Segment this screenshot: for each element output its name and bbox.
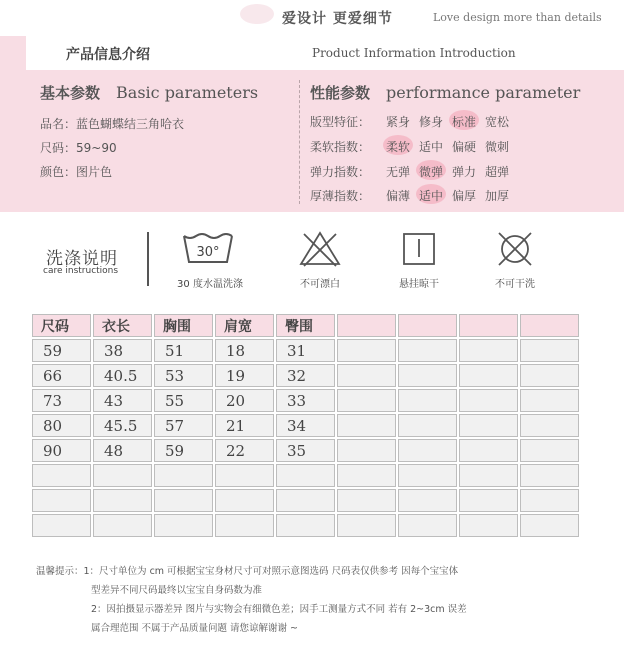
table-cell: 31 bbox=[276, 339, 335, 362]
size-table-empty-cell bbox=[520, 464, 579, 487]
size-table-empty-cell bbox=[32, 464, 91, 487]
size-table bbox=[30, 312, 581, 539]
section-title-zh: 产品信息介绍 bbox=[66, 47, 150, 63]
size-table-empty-cell bbox=[459, 314, 518, 337]
table-row-empty bbox=[32, 464, 579, 487]
size-table-empty-cell bbox=[337, 489, 396, 512]
perf-option-selected: 标准 bbox=[452, 115, 477, 129]
basic-params-heading bbox=[40, 82, 258, 103]
size-table-empty-cell bbox=[276, 489, 335, 512]
size-table-empty-cell bbox=[398, 464, 457, 487]
size-table-empty-cell bbox=[520, 314, 579, 337]
size-table-empty-cell bbox=[398, 339, 457, 362]
perf-option: 超弹 bbox=[485, 165, 510, 179]
perf-option: 微刺 bbox=[485, 140, 510, 154]
table-row-empty bbox=[32, 514, 579, 537]
note-line-1: 温馨提示：1：尺寸单位为 cm 可根据宝宝身材尺寸可对照示意图选码 尺码表仅供参考 因每个宝宝体 bbox=[36, 566, 459, 577]
size-table-header: 衣长 bbox=[93, 314, 152, 337]
table-cell: 80 bbox=[32, 414, 91, 437]
basic-row-label: 品名： bbox=[40, 117, 77, 131]
table-cell: 53 bbox=[154, 364, 213, 387]
size-table-empty-cell bbox=[154, 464, 213, 487]
basic-row-label: 尺码： bbox=[40, 141, 77, 155]
perf-row-label: 柔软指数： bbox=[310, 140, 371, 154]
perf-option: 宽松 bbox=[485, 115, 510, 129]
size-table-empty-cell bbox=[93, 489, 152, 512]
table-row-empty bbox=[32, 489, 579, 512]
size-table-empty-cell bbox=[337, 314, 396, 337]
care-separator bbox=[147, 232, 149, 286]
size-table-header-row bbox=[32, 314, 579, 337]
table-cell: 40.5 bbox=[93, 364, 152, 387]
table-row bbox=[32, 414, 579, 437]
perf-row-label: 厚薄指数： bbox=[310, 189, 371, 203]
size-table-empty-cell bbox=[520, 389, 579, 412]
size-table-empty-cell bbox=[398, 439, 457, 462]
perf-option-selected: 适中 bbox=[419, 189, 444, 203]
basic-row-color bbox=[40, 163, 112, 180]
params-divider bbox=[299, 80, 300, 204]
perf-option: 紧身 bbox=[386, 115, 411, 129]
table-cell: 51 bbox=[154, 339, 213, 362]
size-table-empty-cell bbox=[337, 389, 396, 412]
size-table-empty-cell bbox=[337, 414, 396, 437]
perf-option-selected: 柔软 bbox=[386, 140, 411, 154]
size-table-empty-cell bbox=[154, 489, 213, 512]
size-table-empty-cell bbox=[154, 514, 213, 537]
size-table-empty-cell bbox=[459, 514, 518, 537]
perf-option-selected: 微弹 bbox=[419, 165, 444, 179]
table-cell: 55 bbox=[154, 389, 213, 412]
performance-params-heading bbox=[310, 82, 580, 103]
perf-option: 适中 bbox=[419, 140, 444, 154]
size-table-empty-cell bbox=[459, 489, 518, 512]
perf-row-elasticity bbox=[310, 163, 518, 180]
size-table-empty-cell bbox=[337, 514, 396, 537]
wash-temp-label: 30° bbox=[196, 245, 220, 260]
table-cell: 19 bbox=[215, 364, 274, 387]
size-table-empty-cell bbox=[337, 339, 396, 362]
size-table-empty-cell bbox=[459, 389, 518, 412]
size-table-empty-cell bbox=[520, 514, 579, 537]
size-table-empty-cell bbox=[93, 464, 152, 487]
table-cell: 90 bbox=[32, 439, 91, 462]
basic-row-size bbox=[40, 139, 117, 156]
table-cell: 38 bbox=[93, 339, 152, 362]
table-cell: 59 bbox=[32, 339, 91, 362]
perf-row-fit bbox=[310, 113, 518, 130]
size-table-header: 臀围 bbox=[276, 314, 335, 337]
perf-option: 加厚 bbox=[485, 189, 510, 203]
perf-option: 修身 bbox=[419, 115, 444, 129]
size-table-header: 肩宽 bbox=[215, 314, 274, 337]
size-table-empty-cell bbox=[398, 389, 457, 412]
table-row bbox=[32, 389, 579, 412]
header-slogan-en: Love design more than details bbox=[433, 11, 602, 24]
perf-row-label: 弹力指数： bbox=[310, 165, 371, 179]
no-bleach-icon bbox=[298, 230, 342, 268]
basic-params-heading-en: Basic parameters bbox=[116, 83, 259, 102]
size-table-empty-cell bbox=[32, 489, 91, 512]
note-line-4: 属合理范围 不属于产品质量问题 请您谅解谢谢 ~ bbox=[91, 623, 299, 634]
basic-row-value: 蓝色蝴蝶结三角哈衣 bbox=[76, 117, 185, 131]
no-dry-clean-icon bbox=[496, 231, 534, 267]
size-table-empty-cell bbox=[398, 314, 457, 337]
size-table-empty-cell bbox=[276, 514, 335, 537]
basic-row-label: 颜色： bbox=[40, 165, 77, 179]
size-table-empty-cell bbox=[398, 489, 457, 512]
size-table-empty-cell bbox=[337, 439, 396, 462]
size-table-empty-cell bbox=[215, 514, 274, 537]
table-cell: 34 bbox=[276, 414, 335, 437]
perf-option: 无弹 bbox=[386, 165, 411, 179]
table-row bbox=[32, 364, 579, 387]
table-cell: 57 bbox=[154, 414, 213, 437]
table-row bbox=[32, 439, 579, 462]
size-table-empty-cell bbox=[459, 414, 518, 437]
perf-option: 偏薄 bbox=[386, 189, 411, 203]
size-table-empty-cell bbox=[459, 339, 518, 362]
perf-option: 弹力 bbox=[452, 165, 477, 179]
size-table-empty-cell bbox=[215, 464, 274, 487]
table-cell: 22 bbox=[215, 439, 274, 462]
perf-option: 偏硬 bbox=[452, 140, 477, 154]
table-cell: 20 bbox=[215, 389, 274, 412]
perf-option: 偏厚 bbox=[452, 189, 477, 203]
table-cell: 45.5 bbox=[93, 414, 152, 437]
hang-dry-icon bbox=[402, 232, 436, 266]
size-table-empty-cell bbox=[398, 514, 457, 537]
perf-row-label: 版型特征： bbox=[310, 115, 371, 129]
performance-params-heading-en: performance parameter bbox=[386, 83, 581, 102]
warm-tips bbox=[36, 562, 596, 638]
basic-row-name bbox=[40, 115, 184, 132]
perf-row-thickness bbox=[310, 187, 518, 204]
basic-params-heading-zh: 基本参数 bbox=[40, 84, 101, 102]
basic-row-value: 59~90 bbox=[76, 141, 117, 155]
size-table-empty-cell bbox=[520, 439, 579, 462]
wash-30-icon bbox=[182, 232, 234, 266]
size-table-empty-cell bbox=[398, 364, 457, 387]
size-table-empty-cell bbox=[520, 489, 579, 512]
section-title-en: Product Information Introduction bbox=[312, 46, 516, 60]
table-cell: 35 bbox=[276, 439, 335, 462]
table-cell: 73 bbox=[32, 389, 91, 412]
size-table-empty-cell bbox=[215, 489, 274, 512]
size-table-empty-cell bbox=[93, 514, 152, 537]
size-table-header: 尺码 bbox=[32, 314, 91, 337]
care-caption-no-dry-clean: 不可干洗 bbox=[495, 279, 535, 290]
perf-row-softness bbox=[310, 138, 518, 155]
size-table-empty-cell bbox=[520, 339, 579, 362]
table-cell: 18 bbox=[215, 339, 274, 362]
size-table-empty-cell bbox=[520, 364, 579, 387]
care-title-zh: 洗涤说明 bbox=[46, 249, 118, 269]
size-table-header: 胸围 bbox=[154, 314, 213, 337]
size-table-empty-cell bbox=[398, 414, 457, 437]
table-cell: 48 bbox=[93, 439, 152, 462]
performance-params-heading-zh: 性能参数 bbox=[310, 84, 371, 102]
care-caption-no-bleach: 不可漂白 bbox=[300, 279, 340, 290]
size-table-empty-cell bbox=[337, 364, 396, 387]
note-line-2: 型差异不同尺码最终以宝宝自身码数为准 bbox=[91, 585, 263, 596]
size-table-empty-cell bbox=[337, 464, 396, 487]
size-table-empty-cell bbox=[32, 514, 91, 537]
table-row bbox=[32, 339, 579, 362]
size-table-empty-cell bbox=[520, 414, 579, 437]
table-cell: 32 bbox=[276, 364, 335, 387]
size-table-empty-cell bbox=[459, 364, 518, 387]
size-table-empty-cell bbox=[276, 464, 335, 487]
table-cell: 66 bbox=[32, 364, 91, 387]
care-title-en: care instructions bbox=[43, 266, 119, 276]
size-table-empty-cell bbox=[459, 439, 518, 462]
table-cell: 33 bbox=[276, 389, 335, 412]
table-cell: 21 bbox=[215, 414, 274, 437]
header-decoration bbox=[240, 4, 274, 24]
note-line-3: 2：因拍摄显示器差异 图片与实物会有细微色差；因手工测量方式不同 若有 2~3cm 误差 bbox=[91, 604, 467, 615]
care-caption-wash: 30 度水温洗涤 bbox=[177, 279, 243, 290]
basic-row-value: 图片色 bbox=[76, 165, 113, 179]
size-table-empty-cell bbox=[459, 464, 518, 487]
header-slogan-zh: 爱设计 更爱细节 bbox=[282, 11, 393, 27]
care-caption-hang-dry: 悬挂晾干 bbox=[399, 279, 439, 290]
table-cell: 59 bbox=[154, 439, 213, 462]
table-cell: 43 bbox=[93, 389, 152, 412]
